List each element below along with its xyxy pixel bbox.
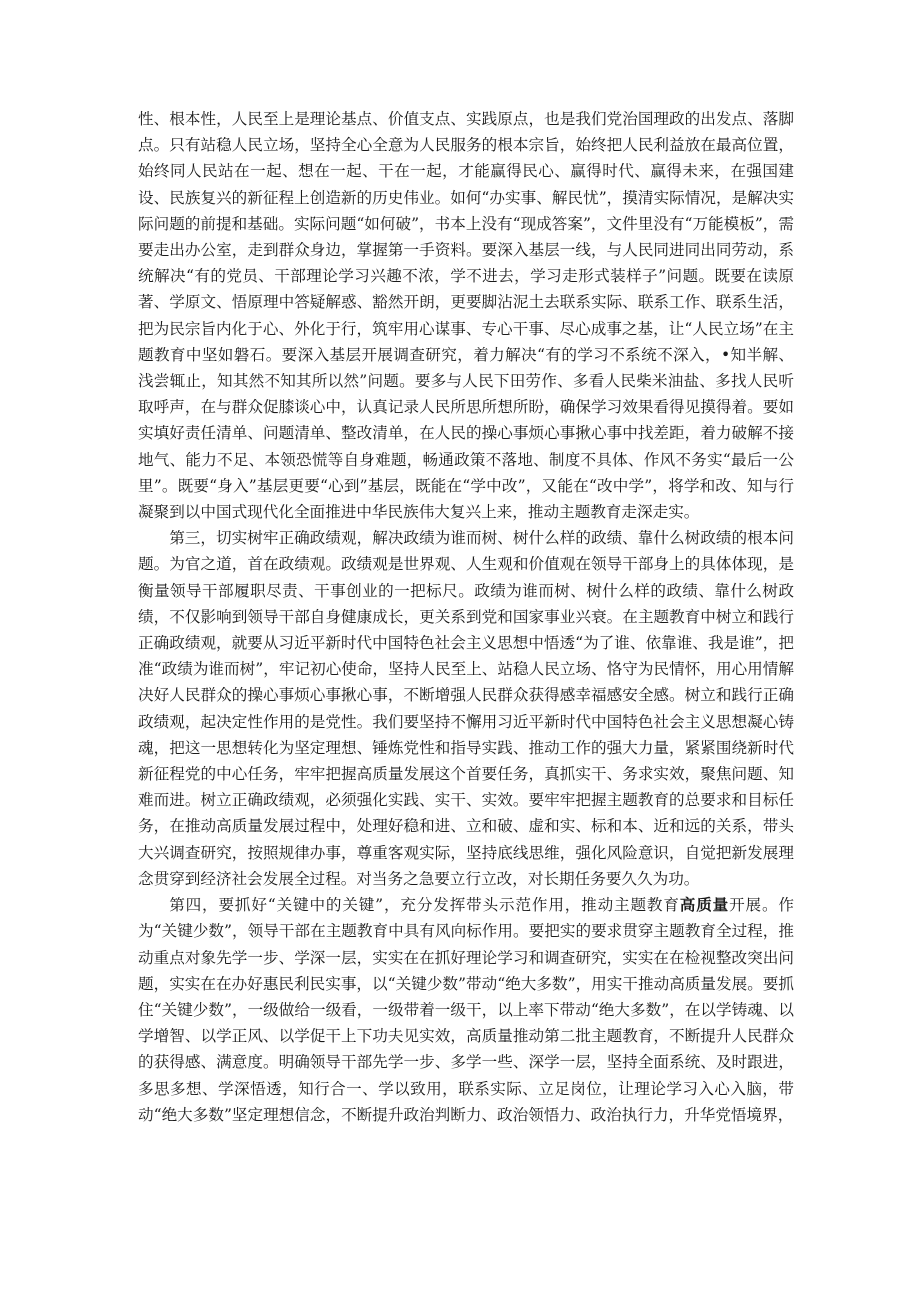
paragraph-fourth-text-after: 开展。作为“关键少数”，领导干部在主题教育中具有风向标作用。要把实的要求贯穿主题教育全过程，推动重点对象先学一步、学深一层，实实在在抓好理论学习和调查研究，实实在在检视整改突出问题，实实在在办好惠民利民实事，以“关键少数”带动“绝大多数”，用实干推动高质量发展。要抓住“关键少数”，一级做给一级看，一级带着一级干，以上率下带动“绝大多数”，在以学铸魂、以学增智、以学正风、以学促干上下功夫见实效，高质量推动第二批主题教育，不断提升人民群众的获得感、满意度。明确领导干部先学一步、多学一些、深学一层，坚持全面系统、及时跟进，多思多想、学深悟透，知行合一、学以致用，联系实际、立足岗位，让理论学习入心入脑，带动“绝大多数”坚定理想信念，不断提升政治判断力、政治领悟力、政治执行力，升华党悟境界， bbox=[138, 896, 794, 1124]
paragraph-fourth-text-before: 第四，要抓好“关键中的关键”，充分发挥带头示范作用，推动主题教育 bbox=[169, 896, 680, 915]
paragraph-fourth-bold-text: 高质量 bbox=[679, 895, 730, 915]
document-page bbox=[138, 106, 794, 1128]
paragraph-people-standpoint: 性、根本性，人民至上是理论基点、价值支点、实践原点，也是我们党治国理政的出发点、落脚点。只有站稳人民立场，坚持全心全意为人民服务的根本宗旨，始终把人民利益放在最高位置，始终同人民站在一起、想在一起、干在一起，才能赢得民心、赢得时代、赢得未来，在强国建设、民族复兴的新征程上创造新的历史伟业。如何“办实事、解民忧”，摸清实际情况，是解决实际问题的前提和基础。实际问题“如何破”，书本上没有“现成答案”，文件里没有“万能模板”，需要走出办公室，走到群众身边，掌握第一手资料。要深入基层一线，与人民同进同出同劳动，系统解决“有的党员、干部理论学习兴趣不浓，学不进去，学习走形式装样子”问题。既要在读原著、学原文、悟原理中答疑解惑、豁然开朗，更要脚沾泥土去联系实际、联系工作、联系生活，把为民宗旨内化于心、外化于行，筑牢用心谋事、专心干事、尽心成事之基，让“人民立场”在主题教育中坚如磐石。要深入基层开展调查研究，着力解决“有的学习不系统不深入，•知半解、浅尝辄止，知其然不知其所以然”问题。要多与人民下田劳作、多看人民柴米油盐、多找人民听取呼声，在与群众促膝谈心中，认真记录人民所思所想所盼，确保学习效果看得见摸得着。要如实填好责任清单、问题清单、整改清单，在人民的操心事烦心事揪心事中找差距，着力破解不接地气、能力不足、本领恐慌等自身难题，畅通政策不落地、制度不具体、作风不务实“最后一公里”。既要“身入”基层更要“心到”基层，既能在“学中改”，又能在“改中学”，将学和改、知与行凝聚到以中国式现代化全面推进中华民族伟大复兴上来，推动主题教育走深走实。 bbox=[138, 110, 794, 522]
paragraph-fourth-key-minority bbox=[138, 892, 794, 1128]
paragraph-third-performance-view: 第三，切实树牢正确政绩观，解决政绩为谁而树、树什么样的政绩、靠什么树政绩的根本问题。为官之道，首在政绩观。政绩观是世界观、人生观和价值观在领导干部身上的具体体现，是衡量领导干部履职尽责、干事创业的一把标尺。政绩为谁而树、树什么样的政绩、靠什么树政绩，不仅影响到领导干部自身健康成长，更关系到党和国家事业兴衰。在主题教育中树立和践行正确政绩观，就要从习近平新时代中国特色社会主义思想中悟透“为了谁、依靠谁、我是谁”，把准“政绩为谁而树”，牢记初心使命，坚持人民至上、站稳人民立场、恪守为民情怀，用心用情解决好人民群众的操心事烦心事揪心事，不断增强人民群众获得感幸福感安全感。树立和践行正确政绩观，起决定性作用的是党性。我们要坚持不懈用习近平新时代中国特色社会主义思想凝心铸魂，把这一思想转化为坚定理想、锤炼党性和指导实践、推动工作的强大力量，紧紧围绕新时代新征程党的中心任务，牢牢把握高质量发展这个首要任务，真抓实干、务求实效，聚焦问题、知难而进。树立正确政绩观，必须强化实践、实干、实效。要牢牢把握主题教育的总要求和目标任务，在推动高质量发展过程中，处理好稳和进、立和破、虚和实、标和本、近和远的关系，带头大兴调查研究，按照规律办事，尊重客观实际，坚持底线思维，强化风险意识，自觉把新发展理念贯穿到经济社会发展全过程。对当务之急要立行立改，对长期任务要久久为功。 bbox=[138, 529, 794, 888]
